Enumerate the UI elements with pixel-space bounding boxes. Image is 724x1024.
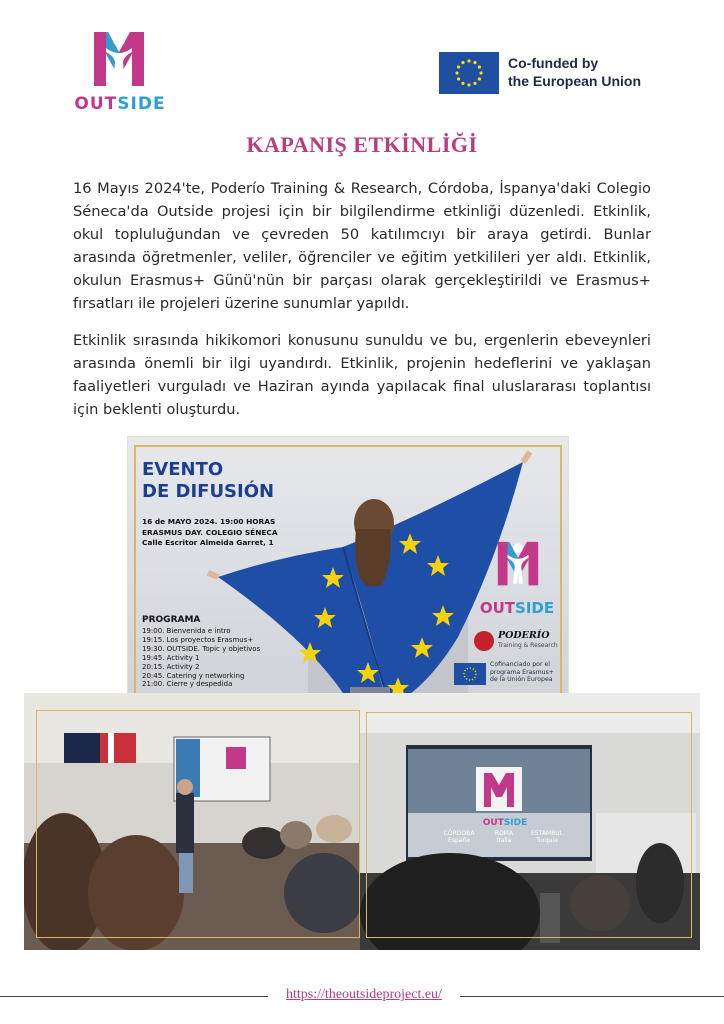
screen-city-2-name: ROMA [494,830,514,837]
poster-title [142,459,302,503]
eu-flag-icon [439,52,499,94]
poderio-logo-icon [474,631,494,651]
poster-date-line-2: ERASMUS DAY. COLEGIO SÉNECA [142,527,278,537]
poster-title-line-2: DE DIFUSIÓN [142,481,275,502]
programa-item: 19:15. Los proyectos Erasmus+ [142,635,254,644]
poster-date-line-1: 16 de MAYO 2024. 19:00 HORAS [142,517,276,526]
paragraph-1: 16 Mayıs 2024'te, Poderío Training & Research, Córdoba, İspanya'daki Colegio Séneca'da Outside projesi için bir bilgilendirme etkinliği düzenledi. Etkinlik, okul topluluğundan ve çevreden 50 katılımcıyı bir araya getirdi. Bunlar arasında öğretmenler, veliler, öğrenciler ve eğitim yetkilileri yer aldı. Etkinlik, okulun Erasmus+ Günü'nün bir parçası olarak gerçekleştirildi ve Erasmus+ fırsatları ile projeleri üzerine sunumlar yapıldı. [73,180,651,312]
cofinanciado-text [490,661,568,684]
poster-date-block [142,517,312,549]
screen-logo-side: SIDE [503,818,528,828]
programa-item: 20:45. Catering y networking [142,671,245,680]
programa-item: 19:00. Bienvenida e intro [142,627,231,635]
eu-cofunded-text [508,54,658,90]
cofin-line-1: Cofinanciado por el [490,661,550,668]
poster-outside-logo-text [472,599,562,617]
cofin-line-3: de la Unión Europea [490,676,553,683]
outside-logo-icon [90,26,148,88]
eu-line-2: the European Union [508,73,641,89]
outside-logo-text [70,94,170,114]
screen-city-3-name: ESTAMBUL [531,830,563,837]
programa-heading: PROGRAMA [142,615,201,625]
photo-right-gold-frame [366,712,692,938]
programa-item: 20:15. Activity 2 [142,662,200,671]
footer-website-link[interactable]: https://theoutsideproject.eu/ [286,987,442,1002]
poster-outside-logo-icon [494,537,542,587]
poster-eu-flag-icon [454,663,486,685]
page-title: KAPANIŞ ETKİNLİĞİ [246,132,478,157]
screen-city-1-name: CÓRDOBA [443,830,475,837]
footer-rule-left [0,996,268,997]
poster-title-line-1: EVENTO [142,459,224,480]
logo-out-part: OUT [74,94,118,114]
paragraph-2: Etkinlik sırasında hikikomori konusunu sunuldu ve bu, ergenlerin ebeveynleri arasında önemli bir ilgi uyandırdı. Etkinlik, projenin hedeflerini ve yaklaşan faaliyetleri vurguladı ve Haziran ayında yapılacak final uluslararası toplantısı için beklenti oluşturdu. [73,332,651,418]
photo-left-gold-frame [36,710,360,938]
screen-city-3-sub: Turquía [536,837,558,844]
logo-side-part: SIDE [117,94,166,114]
poderio-subtitle: Training & Research [498,642,558,649]
event-poster [127,436,569,710]
screen-city-1-sub: España [448,837,470,844]
screen-city-2-sub: Italia [496,837,512,844]
eu-line-1: Co-funded by [508,55,599,71]
poster-logo-side: SIDE [515,599,555,617]
poster-logo-out: OUT [479,599,516,617]
programa-item: 19:30. OUTSIDE. Topic y objetivos [142,644,261,653]
footer-rule-right [460,996,724,997]
screen-logo-out: OUT [482,818,504,828]
programa-item: 19:45. Activity 1 [142,653,200,662]
programa-list [142,627,312,689]
cofin-line-2: programa Erasmus+ [490,668,554,676]
poster-date-line-3: Calle Escritor Almeida Garret, 1 [142,538,274,547]
poderio-name: PODERÍO [498,630,550,641]
programa-item: 21:00. Cierre y despedida [142,680,233,689]
